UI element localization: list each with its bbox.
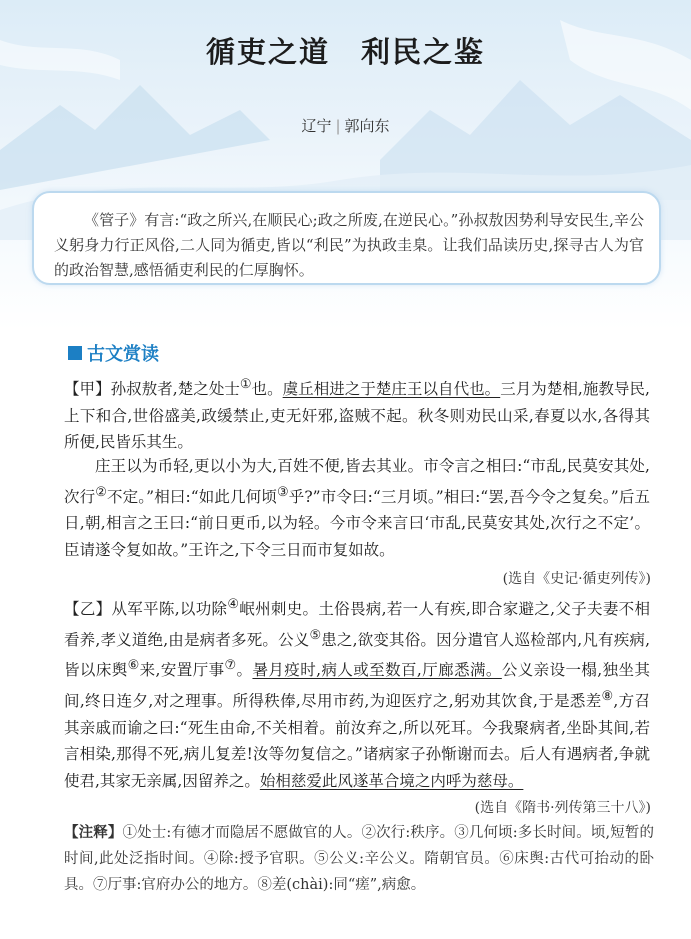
jia-text: 乎?”市令曰:“三月顷。”相曰:“罢,吾今令之复矣。”后五日,朝,相言之王曰:“前日更币,以为轻。今市令来言曰‘市乱,民莫安其处,次行之不定’。臣请遂令复如故。”王许之,下令三日而市复如故。 xyxy=(64,487,650,559)
underlined-sentence: 始相慈爱此风遂革合境之内呼为慈母。 xyxy=(259,771,524,790)
jia-text: 也。 xyxy=(251,380,283,399)
note-ref-4: ④ xyxy=(227,597,240,612)
yi-text: 【乙】从军平陈,以功除 xyxy=(64,600,228,619)
section-heading xyxy=(68,341,159,365)
source-yi: (选自《隋书·列传第三十八》) xyxy=(474,800,651,816)
author-line xyxy=(0,115,691,136)
jia-text: 不定。”相曰:“如此几何顷 xyxy=(107,487,277,506)
author-region: 辽宁 xyxy=(301,117,332,135)
yi-text: 公义亲设一榻,独坐其间,终日连夕,对之理事。所得秩俸,尽用市药,为迎医疗之,躬劝其饮食,于是悉差 xyxy=(64,661,650,711)
note-ref-6: ⑥ xyxy=(127,658,140,674)
square-bullet-icon xyxy=(68,346,82,360)
yi-text: 来,安置厅事 xyxy=(139,661,225,680)
source-jia: (选自《史记·循吏列传》) xyxy=(502,571,651,587)
note-ref-5: ⑤ xyxy=(309,627,322,643)
author-separator: | xyxy=(335,117,341,135)
yi-text: 岷州刺史。土俗畏病,若一人有疾,即合家避之,父子夫妻不相看养,孝义道绝,由是病者多死。公义 xyxy=(64,600,650,649)
yi-text: 。 xyxy=(236,661,253,680)
note-ref-8: ⑧ xyxy=(601,688,614,704)
passage-jia-paragraph-2 xyxy=(64,453,650,563)
note-ref-2: ② xyxy=(95,484,107,500)
notes xyxy=(64,820,654,898)
note-ref-3: ③ xyxy=(277,484,289,500)
notes-text: ①处士:有德才而隐居不愿做官的人。②次行:秩序。③几何顷:多长时间。顷,短暂的时间,此处泛指时间。④除:授予官职。⑤公义:辛公义。隋朝官员。⑥床舆:古代可抬动的卧具。⑦厅事:官府办公的地方。⑧差(chài):同“瘥”,病愈。 xyxy=(64,825,654,893)
intro-text: 《管子》有言:“政之所兴,在顺民心;政之所废,在逆民心。”孙叔敖因势利导安民生,辛公义躬身力行正风俗,二人同为循吏,皆以“利民”为执政圭臬。让我们品读历史,探寻古人为官的政治智慧,感悟循吏利民的仁厚胸怀。 xyxy=(54,211,644,279)
underlined-sentence: 虞丘相进之于楚庄王以自代也。 xyxy=(282,380,501,399)
jia-text: 庄王以为币轻,更以小为大,百姓不便,皆去其业。市令言之相曰:“市乱,民莫安其处,次行 xyxy=(64,457,650,506)
page-title: 循吏之道 利民之鉴 xyxy=(205,35,485,69)
underlined-sentence: 暑月疫时,病人或至数百,厅廊悉满。 xyxy=(252,661,502,680)
note-ref-1: ① xyxy=(239,377,252,392)
section-title: 古文赏读 xyxy=(87,344,159,365)
jia-text: 三月为楚相,施教导民,上下和合,世俗盛美,政缓禁止,吏无奸邪,盗贼不起。秋冬则劝民山采,春夏以水,各得其所便,民皆乐其生。 xyxy=(64,380,650,452)
author-name: 郭向东 xyxy=(344,117,390,135)
note-ref-7: ⑦ xyxy=(224,658,237,674)
jia-text: 【甲】孙叔敖者,楚之处士 xyxy=(64,380,240,399)
notes-label: 【注释】 xyxy=(64,824,123,841)
yi-text: ,方召其亲戚而谕之曰:“死生由命,不关相着。前汝弃之,所以死耳。今我聚病者,坐卧其间,若言相染,那得不死,病儿复差!汝等勿复信之。”诸病家子孙惭谢而去。后人有遇病者,争就使君,其家无亲属,因留养之。 xyxy=(64,692,650,790)
yi-text: 患之,欲变其俗。因分遣官人巡检部内,凡有疾病,皆以床舆 xyxy=(64,630,650,680)
passage-jia-paragraph-1 xyxy=(64,372,650,456)
passage-yi xyxy=(64,592,650,794)
